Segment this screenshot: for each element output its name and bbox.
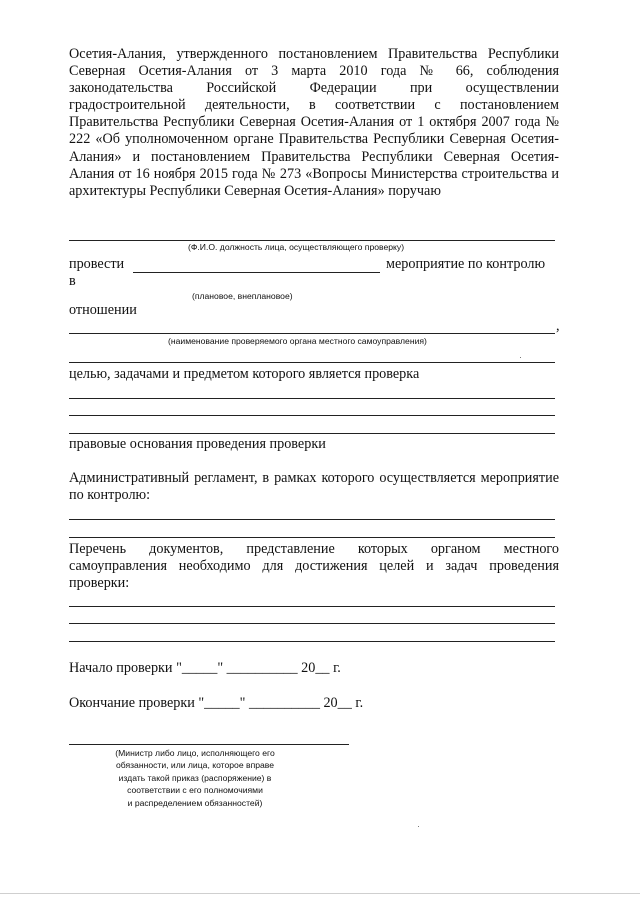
conduct-suffix: мероприятие по контролю bbox=[386, 256, 546, 272]
documents-line-2[interactable] bbox=[69, 623, 555, 624]
inspector-name-line[interactable] bbox=[69, 240, 555, 241]
documents-paragraph: Перечень документов, представление которых органом местного самоуправления необходимо для достижения целей и задач проведения проверки: bbox=[69, 541, 559, 592]
scan-speck bbox=[520, 357, 521, 358]
signature-line[interactable] bbox=[69, 744, 349, 745]
signature-caption-line: обязанности, или лица, которое вправе bbox=[115, 760, 275, 771]
municipality-line[interactable] bbox=[69, 333, 555, 334]
regulation-line-1[interactable] bbox=[69, 519, 555, 520]
scan-speck bbox=[418, 826, 419, 827]
intro-paragraph: Осетия-Алания, утвержденного постановлением Правительства Республики Северная Осетия-Алания от 3 марта 2010 года № 66, соблюдения законодательства Российской Федерации при осуществлении градостроительной деятельности, в соответствии с постановлением Правительства Республики Северная Осетия-Алания от 1 октября 2007 года № 222 «Об уполномоченном органе Правительства Республики Северная Осетия-Алания» и постановлением Правительства Республики Северная Осетия-Алания от 16 ноября 2015 года № 273 «Вопросы Министерства строительства и архитектуры Республики Северная Осетия-Алания» поручаю bbox=[69, 46, 559, 199]
conduct-label: провести bbox=[69, 256, 125, 272]
check-type-caption: (плановое, внеплановое) bbox=[192, 291, 293, 301]
in-label: в bbox=[69, 273, 76, 289]
page-bottom-edge bbox=[0, 893, 640, 894]
legal-basis-label: правовые основания проведения проверки bbox=[69, 436, 326, 452]
goals-line-3[interactable] bbox=[69, 433, 555, 434]
municipality-caption: (наименование проверяемого органа местного самоуправления) bbox=[168, 336, 427, 346]
goals-line-1[interactable] bbox=[69, 398, 555, 399]
end-date-field[interactable]: Окончание проверки "_____" __________ 20__ г. bbox=[69, 695, 364, 711]
signature-caption bbox=[100, 747, 290, 809]
purpose-line[interactable] bbox=[69, 362, 555, 363]
check-type-line[interactable] bbox=[133, 272, 380, 273]
inspector-caption: (Ф.И.О. должность лица, осуществляющего проверку) bbox=[188, 242, 405, 252]
signature-caption-line: и распределением обязанностей) bbox=[127, 797, 263, 808]
signature-caption-line: соответствии с его полномочиями bbox=[127, 785, 263, 796]
regulation-line-2[interactable] bbox=[69, 537, 555, 538]
documents-line-1[interactable] bbox=[69, 606, 555, 607]
start-date-field[interactable]: Начало проверки "_____" __________ 20__ г. bbox=[69, 660, 341, 676]
signature-caption-line: издать такой приказ (распоряжение) в bbox=[118, 772, 272, 783]
comma-mark: , bbox=[556, 318, 560, 334]
goals-label: целью, задачами и предметом которого является проверка bbox=[69, 366, 420, 382]
signature-caption-line: (Министр либо лицо, исполняющего его bbox=[115, 748, 275, 758]
documents-line-3[interactable] bbox=[69, 641, 555, 642]
regulation-paragraph: Административный регламент, в рамках которого осуществляется мероприятие по контролю: bbox=[69, 470, 559, 504]
regard-label: отношении bbox=[69, 302, 137, 318]
goals-line-2[interactable] bbox=[69, 415, 555, 416]
